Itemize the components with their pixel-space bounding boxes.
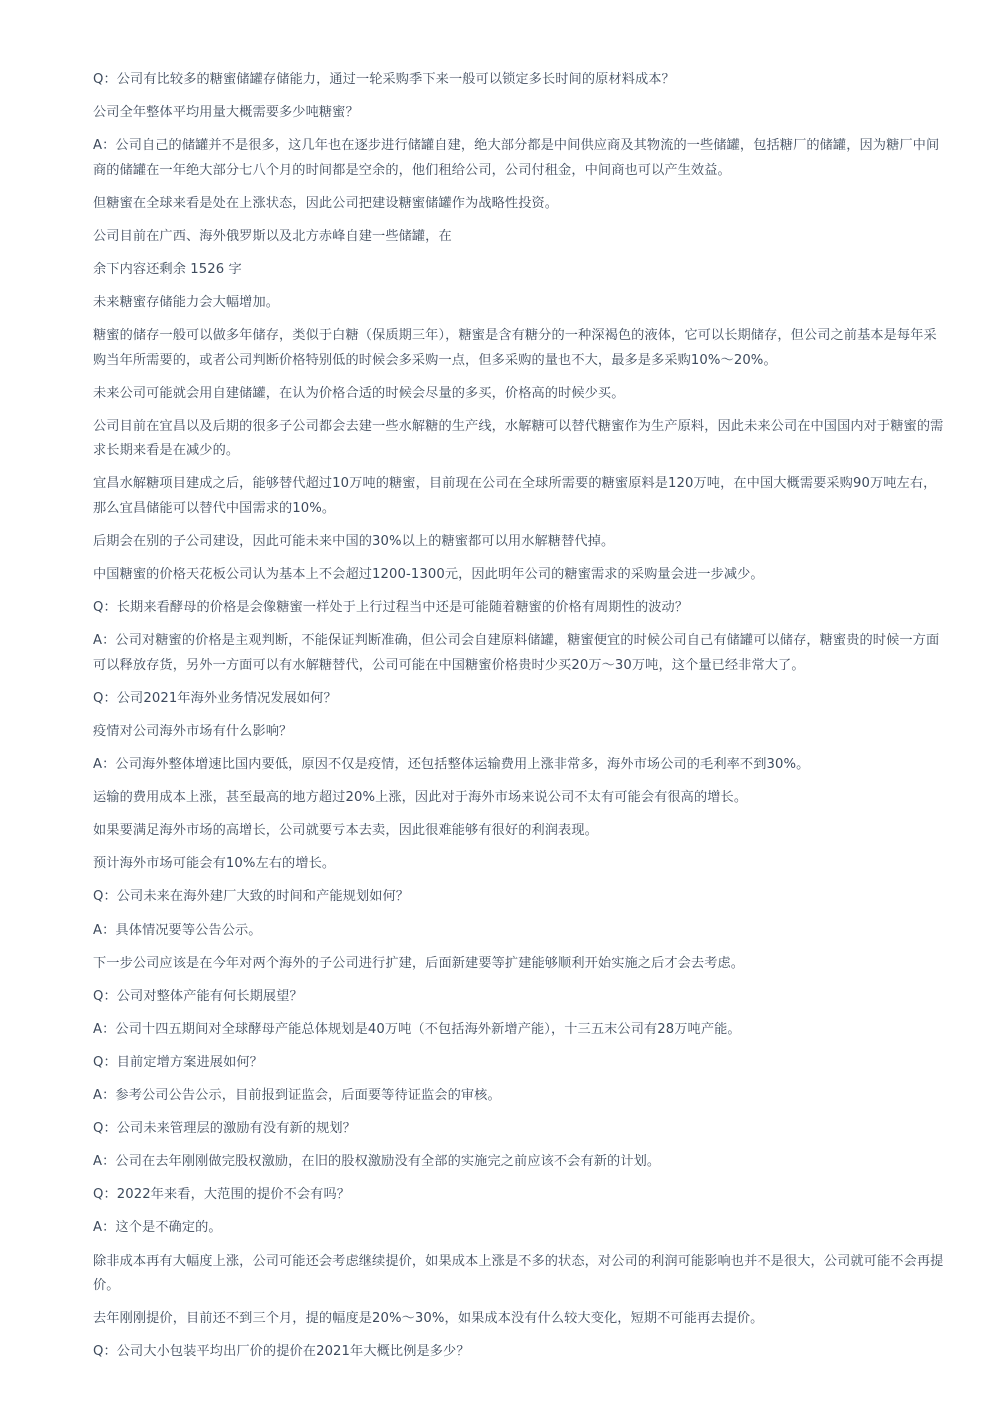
- paragraph: 疫情对公司海外市场有什么影响？: [93, 724, 293, 739]
- paragraph: 预计海外市场可能会有10%左右的增长。: [93, 856, 336, 872]
- paragraph: 公司目前在广西、海外俄罗斯以及北方赤峰自建一些储罐，在: [93, 228, 452, 244]
- paragraph: 中国糖蜜的价格天花板公司认为基本上不会超过1200-1300元，因此明年公司的糖蜜需求的采购量会进一步减少。: [93, 567, 764, 583]
- paragraph: 运输的费用成本上涨，甚至最高的地方超过20%上涨，因此对于海外市场来说公司不太有可能会有很高的增长。: [93, 790, 748, 806]
- paragraph: A：具体情况要等公告公示。: [93, 922, 262, 938]
- paragraph: Q：公司未来在海外建厂大致的时间和产能规划如何？: [93, 889, 410, 905]
- paragraph: 下一步公司应该是在今年对两个海外的子公司进行扩建，后面新建要等扩建能够顺利开始实施之后才会去考虑。: [93, 955, 745, 971]
- paragraph: A：参考公司公告公示，目前报到证监会，后面要等待证监会的审核。: [93, 1088, 501, 1104]
- paragraph: Q：2022年来看，大范围的提价不会有吗？: [93, 1187, 351, 1203]
- paragraph: 但糖蜜在全球来看是处在上涨状态，因此公司把建设糖蜜储罐作为战略性投资。: [93, 195, 559, 211]
- paragraph: 去年刚刚提价，目前还不到三个月，提的幅度是20%～30%，如果成本没有什么较大变化，短期不可能再去提价。: [93, 1311, 764, 1327]
- document-body: [93, 68, 945, 1373]
- paragraph: Q：公司有比较多的糖蜜储罐存储能力，通过一轮采购季下来一般可以锁定多长时间的原材料成本？: [93, 72, 675, 87]
- paragraph: A：这个是不确定的。: [93, 1220, 222, 1236]
- paragraph: 未来糖蜜存储能力会大幅增加。: [93, 295, 280, 311]
- paragraph: 公司全年整体平均用量大概需要多少吨糖蜜？: [93, 105, 359, 121]
- paragraph: A：公司在去年刚刚做完股权激励，在旧的股权激励没有全部的实施完之前应该不会有新的计划。: [93, 1154, 661, 1170]
- paragraph: Q：公司未来管理层的激励有没有新的规划？: [93, 1121, 356, 1137]
- paragraph: Q：目前定增方案进展如何？: [93, 1054, 263, 1070]
- paragraph: 未来公司可能就会用自建储罐，在认为价格合适的时候会尽量的多买，价格高的时候少买。: [93, 385, 625, 401]
- paragraph: 后期会在别的子公司建设，因此可能未来中国的30%以上的糖蜜都可以用水解糖替代掉。: [93, 534, 615, 550]
- paragraph: A：公司十四五期间对全球酵母产能总体规划是40万吨（不包括海外新增产能），十三五末公司有28万吨产能。: [93, 1021, 741, 1037]
- paragraph: Q：长期来看酵母的价格是会像糖蜜一样处于上行过程当中还是可能随着糖蜜的价格有周期性的波动？: [93, 600, 689, 616]
- paragraph: 宜昌水解糖项目建成之后，能够替代超过10万吨的糖蜜，目前现在公司在全球所需要的糖蜜原料是120万吨，在中国大概需要采购90万吨左右，那么宜昌储能可以替代中国需求的10%。: [93, 476, 937, 516]
- paragraph: Q：公司对整体产能有何长期展望？: [93, 988, 303, 1004]
- paragraph: 糖蜜的储存一般可以做多年储存，类似于白糖（保质期三年），糖蜜是含有糖分的一种深褐色的液体，它可以长期储存，但公司之前基本是每年采购当年所需要的，或者公司判断价格特别低的时候会多采购一点，但多采购的量也不大，最多是多采购10%～20%。: [93, 328, 937, 368]
- paragraph: 公司目前在宜昌以及后期的很多子公司都会去建一些水解糖的生产线，水解糖可以替代糖蜜作为生产原料，因此未来公司在中国国内对于糖蜜的需求长期来看是在减少的。: [93, 418, 944, 459]
- paragraph: A：公司自己的储罐并不是很多，这几年也在逐步进行储罐自建，绝大部分都是中间供应商及其物流的一些储罐，包括糖厂的储罐，因为糖厂中间商的储罐在一年绝大部分七八个月的时间都是空余的，他们租给公司，公司付租金，中间商也可以产生效益。: [93, 138, 940, 178]
- paragraph: A：公司海外整体增速比国内要低，原因不仅是疫情，还包括整体运输费用上涨非常多，海外市场公司的毛利率不到30%。: [93, 757, 810, 773]
- paragraph: Q：公司大小包装平均出厂价的提价在2021年大概比例是多少？: [93, 1344, 470, 1360]
- remaining-content-notice: 余下内容还剩余 1526 字: [93, 261, 242, 277]
- paragraph: A：公司对糖蜜的价格是主观判断，不能保证判断准确，但公司会自建原料储罐，糖蜜便宜的时候公司自己有储罐可以储存，糖蜜贵的时候一方面可以释放存货，另外一方面可以有水解糖替代，公司可能在中国糖蜜价格贵时少买20万～30万吨，这个量已经非常大了。: [93, 633, 940, 673]
- paragraph: 除非成本再有大幅度上涨，公司可能还会考虑继续提价，如果成本上涨是不多的状态，对公司的利润可能影响也并不是很大，公司就可能不会再提价。: [93, 1253, 944, 1293]
- paragraph: Q：公司2021年海外业务情况发展如何？: [93, 690, 337, 706]
- paragraph: 如果要满足海外市场的高增长，公司就要亏本去卖，因此很难能够有很好的利润表现。: [93, 823, 598, 839]
